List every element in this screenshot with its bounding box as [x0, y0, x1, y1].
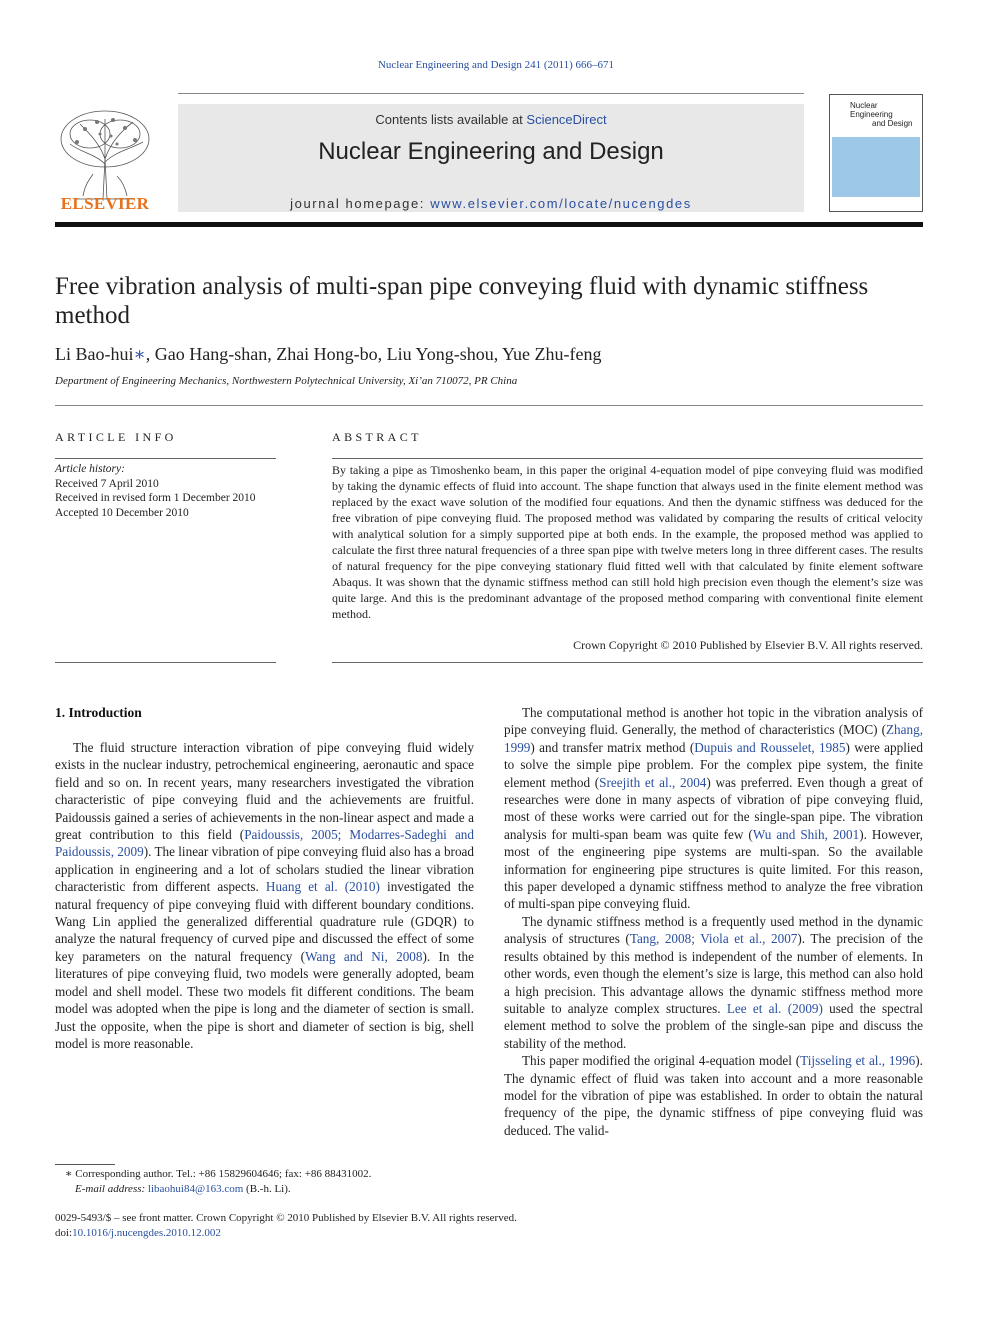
- article-info-rule-bottom: [55, 662, 276, 663]
- masthead: [55, 94, 923, 214]
- cover-title-line2: and Design: [872, 119, 913, 128]
- homepage-line: [178, 196, 804, 211]
- issn-line: 0029-5493/$ – see front matter. Crown Copyright © 2010 Published by Elsevier B.V. All rights reserved.: [55, 1212, 517, 1224]
- sciencedirect-link[interactable]: ScienceDirect: [526, 112, 607, 127]
- abstract-rule-top: [332, 458, 923, 459]
- article-info-heading: ARTICLE INFO: [55, 430, 177, 444]
- intro-paragraph: The computational method is another hot topic in the vibration analysis of pipe conveying fluid. Generally, the method of characteristics (MOC) (Zhang, 1999) and transfer matrix method (Dupuis and Rousselet, 1985) were applied to solve the simple pipe problem. For the complex pipe system, the finite element method (Sreejith et al., 2004) was preferred. Even though a great of researches were done in many aspects of vibration of pipe conveying fluid, most of these works were carried out for the single-span pipe. The vibration analysis for multi-span beam was quite few (Wu and Shih, 2001). However, most of the engineering pipe systems are multi-span. So the available information for engineering pipe structures is quite limited. For this reason, this paper developed a dynamic stiffness method to analyze the free vibration of multi-span pipe conveying fluid.: [504, 705, 923, 912]
- contents-line: [178, 112, 804, 127]
- ref-wu-shih[interactable]: Wu and Shih, 2001: [752, 826, 860, 842]
- abstract-copyright: Crown Copyright © 2010 Published by Elsevier B.V. All rights reserved.: [573, 638, 923, 652]
- ref-wang-ni[interactable]: Wang and Ni, 2008: [305, 948, 423, 964]
- intro-paragraph: The fluid structure interaction vibration of pipe conveying fluid widely exists in the nuclear industry, petrochemical engineering, aeronautic and space field and so on. In recent years, many researchers investigated the vibration characteristic of pipe conveying fluid and the achievements are fruitful. Paidoussis gained a series of achievements in the non-linear aspect and made a great contribution to this field (Paidoussis, 2005; Modarres-Sadeghi and Paidoussis, 2009). The linear vibration of pipe conveying fluid also has a broad application in engineering and a lot of scholars studied the linear vibration characteristic from different aspects. Huang et al. (2010) investigated the natural frequency of pipe conveying fluid with different boundary conditions. Wang Lin applied the generalized differential quadrature rule (GDQR) to analyze the natural frequency of curved pipe and discussed the effect of some key parameters on the natural frequency (Wang and Ni, 2008). In the literatures of pipe conveying fluid, two models were generally adopted, beam model and shell model. These two models fit different conditions. The beam model was adopted when the pipe is long and the diameter of section is small. Just the opposite, when the pipe is short and diameter of section is big, shell model is more reasonable.: [55, 740, 474, 1051]
- ref-tang-viola[interactable]: Tang, 2008; Viola et al., 2007: [629, 931, 798, 947]
- ref-huang[interactable]: Huang et al. (2010): [265, 879, 380, 895]
- journal-name: Nuclear Engineering and Design: [318, 138, 664, 165]
- article-history: [55, 462, 256, 520]
- received-date: Received 7 April 2010: [55, 477, 159, 490]
- footnote-contact: Corresponding author. Tel.: +86 15829604646; fax: +86 88431002.: [72, 1168, 372, 1180]
- ref-sreejith[interactable]: Sreejith et al., 2004: [599, 774, 707, 790]
- contents-prefix: Contents lists available at: [375, 112, 527, 127]
- abstract-heading: ABSTRACT: [332, 430, 422, 444]
- ref-tijsseling[interactable]: Tijsseling et al., 1996: [800, 1053, 916, 1069]
- affiliation: Department of Engineering Mechanics, Northwestern Polytechnical University, Xi’an 710072, PR China: [55, 375, 518, 387]
- author-first: Li Bao-hui: [55, 344, 134, 364]
- journal-banner: [178, 104, 804, 212]
- history-label: Article history:: [55, 463, 125, 475]
- doi-label: doi:: [55, 1227, 73, 1239]
- intro-paragraph: The dynamic stiffness method is a frequently used method in the dynamic analysis of structures (Tang, 2008; Viola et al., 2007). The precision of the results obtained by this method is independent of the number of elements. In other words, even though the element’s size is large, this method can also hold a high precision. This advantage allows the dynamic stiffness method more suitable to analyze complex structures. Lee et al. (2009) used the spectral element method to solve the problem of the single-san pipe and discuss the stability of the method.: [504, 913, 924, 1051]
- corresponding-author-mark[interactable]: ∗: [133, 344, 146, 364]
- abstract-rule-bottom: [332, 662, 923, 663]
- homepage-link[interactable]: www.elsevier.com/locate/nucengdes: [430, 196, 692, 211]
- left-column: [55, 739, 474, 1052]
- homepage-prefix: journal homepage:: [290, 196, 431, 211]
- corresponding-author-footnote: [55, 1167, 371, 1197]
- footnote-rule: [55, 1164, 115, 1165]
- ref-paidoussis[interactable]: Paidoussis, 2005; Modarres-Sadeghi and Paidoussis, 2009: [55, 827, 474, 860]
- accepted-date: Accepted 10 December 2010: [55, 506, 189, 519]
- article-title: Free vibration analysis of multi-span pipe conveying fluid with dynamic stiffness method: [55, 273, 869, 329]
- revised-date: Received in revised form 1 December 2010: [55, 492, 256, 504]
- doi-link[interactable]: 10.1016/j.nucengdes.2010.12.002: [72, 1227, 221, 1239]
- article-info-rule-top: [55, 458, 276, 459]
- author-email-link[interactable]: libaohui84@163.com: [147, 1183, 244, 1195]
- email-suffix: (B.-h. Li).: [243, 1183, 291, 1195]
- section-heading-introduction: 1. Introduction: [55, 705, 142, 720]
- page-footer: [55, 1211, 517, 1241]
- abstract-text: By taking a pipe as Timoshenko beam, in this paper the original 4-equation model of pipe conveying fluid was modified by taking the dynamic effects of fluid into account. The shape function that always used in the finite element method was replaced by the exact wave solution of the modified four equations. And then the dynamic stiffness was deduced for the free vibration of pipe conveying fluid. The proposed method was validated by comparing the results of critical velocity with analytical solution for a simply supported pipe at both ends. In the example, the proposed method was applied to calculate the first three natural frequencies of a three span pipe with twelve meters long in three different cases. The results of natural frequency for the pipe conveying stationary fluid fitted well with that calculated by finite element software Abaqus. It was shown that the dynamic stiffness method can still hold high precision even though the element’s size was quite large. And this is the predominant advantage of the proposed method comparing with conventional finite element method.: [332, 463, 923, 621]
- footnote-mark: ∗: [65, 1168, 73, 1180]
- intro-paragraph: This paper modified the original 4-equation model (Tijsseling et al., 1996). The dynamic effect of fluid was taken into account and a more reasonable model for the vibration of pipe was established. In order to obtain the natural frequency of the pipe, the dynamic stiffness of pipe conveying fluid was deduced. The valid-: [504, 1053, 923, 1138]
- cover-title: [850, 101, 922, 128]
- right-column: [504, 704, 923, 1139]
- journal-cover-thumbnail: [829, 94, 923, 212]
- cover-graphic: [832, 137, 920, 197]
- ref-lee[interactable]: Lee et al. (2009): [726, 1000, 823, 1016]
- publisher-name: ELSEVIER: [60, 194, 150, 213]
- journal-citation[interactable]: Nuclear Engineering and Design 241 (2011) 666–671: [377, 59, 615, 71]
- author-rest: , Gao Hang-shan, Zhai Hong-bo, Liu Yong-shou, Yue Zhu-feng: [145, 344, 602, 364]
- ref-zhang[interactable]: Zhang, 1999: [504, 722, 923, 755]
- title-divider: [55, 405, 923, 406]
- author-list: [55, 344, 602, 365]
- cover-title-line1: Nuclear Engineering: [850, 101, 893, 119]
- email-label: E-mail address:: [75, 1183, 148, 1195]
- ref-dupuis[interactable]: Dupuis and Rousselet, 1985: [694, 739, 846, 755]
- masthead-bar: [55, 222, 923, 227]
